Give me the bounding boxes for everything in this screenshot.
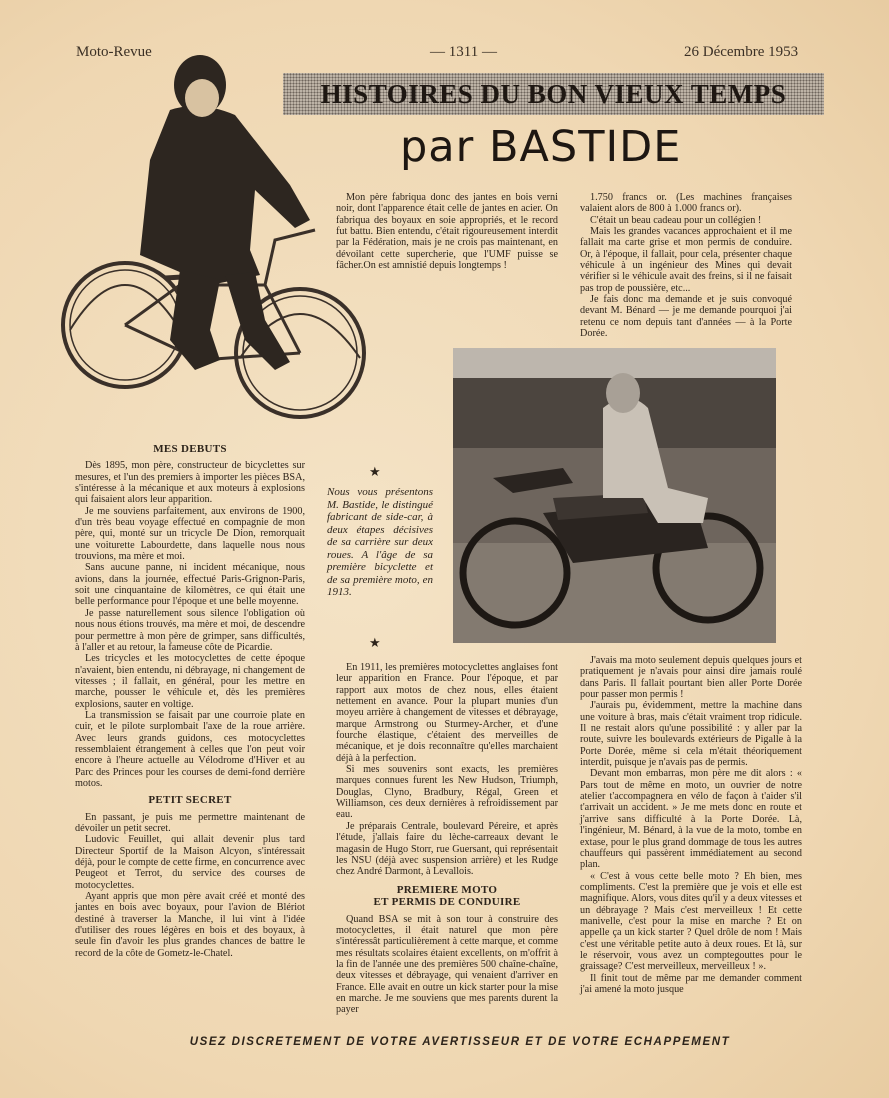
heading-line: PREMIERE MOTO — [396, 883, 498, 896]
paragraph: Quand BSA se mit à son tour à construire des motocyclettes, il était naturel que mon père s'intéressât particulièrement à cette marque, et comme mes résultats scolaires étaient excellents, on m'offrit à la fin de l'année une des premières 500 chaîne-chaîne, deux vitesses et débrayage, qui venaient d'arriver en France. Elle avait en outre un kick starter pour la mise en marche. Je me souviens que mes parents durent la payer — [336, 913, 558, 1016]
paragraph: Sans aucune panne, ni incident mécanique, nous avions, dans la journée, effectué Paris-Grignon-Paris, soit une cinquantaine de kilomètres, ce qui était une belle performance pour l'époque et une belle moyenne. — [75, 562, 305, 608]
paragraph: Je préparais Centrale, boulevard Péreire, et après l'étude, j'allais faire du lèche-carreaux devant le magasin de Hugo Storr, rue Guersant, qui représentait les NSU (déjà avec suspension arrière) et les Rudge chez André Darmont, à Levallois. — [336, 820, 558, 878]
section-heading-petit-secret: PETIT SECRET — [148, 794, 232, 807]
paragraph: Je me souviens parfaitement, aux environs de 1900, d'un très beau voyage effectué en compagnie de mon père, qui, monté sur un tricycle De Dion, remorquait une voiturette Labourdette, dans laquelle nous nous trouvions, ma mère et moi. — [75, 505, 305, 563]
paragraph: Mon père fabriqua donc des jantes en bois verni noir, dont l'apparence était celle de jantes en acier. On fabriqua des boyaux en soie appropriés, et le record fut battu. Bien entendu, c'était rigoureusement interdit par la Fédération, mais je ne crois pas maintenant, en dévoilant cette supercherie, que l'UMF puisse se fâcher.On est amnistié depuis longtemps ! — [336, 192, 558, 272]
paragraph: Si mes souvenirs sont exacts, les premières marques connues furent les New Hudson, Triumph, Douglas, Clyno, Bradbury, Régal, Green et Williamson, ces deux dernières à refroidissement par eau. — [336, 764, 558, 821]
paragraph: Mais les grandes vacances approchaient et il me fallait ma carte grise et mon permis de conduire. Or, à l'époque, il fallait, pour cela, présenter chaque véhicule à un ingénieur des Mines qui devait vérifier si le véhicule avait des freins, si il ne faisait pas trop de poussière, etc... — [580, 226, 792, 294]
paragraph: Je passe naturellement sous silence l'obligation où nous nous étions trouvés, ma mère et moi, de descendre pour permettre à mon père de grimper, sans difficultés, à l'aller et au retour, la fameuse côte de Picardie. — [75, 607, 305, 653]
paragraph: J'avais ma moto seulement depuis quelques jours et pratiquement je n'avais pour ainsi dire jamais roulé dans Paris. Il fallait pourtant bien aller Porte Dorée pour passer mon permis ! — [580, 655, 802, 701]
paragraph: Ayant appris que mon père avait créé et monté des jantes en bois avec boyaux, pour l'avion de Blériot destiné à traverser la Manche, il lui vint à l'idée d'utiliser des roues légères en bois et des boyaux, à seule fin d'avoir les plus grandes chances de battre le record de la côte de Gometz-le-Chatel. — [75, 891, 305, 959]
page-title: HISTOIRES DU BON VIEUX TEMPS — [320, 79, 787, 109]
column-2-top — [336, 192, 558, 271]
section-heading-mes-debuts: MES DEBUTS — [153, 443, 227, 455]
paragraph: Les tricycles et les motocyclettes de cette époque n'avaient, bien entendu, ni débrayage, ni changement de vitesses ; il fallait, en général, pour les mettre en marche, pousser le véhicule et, dès les premières explosions, sauter en voltige. — [75, 653, 305, 710]
column-1 — [75, 438, 305, 959]
paragraph: Dès 1895, mon père, constructeur de bicyclettes sur mesures, et l'un des premiers à importer les pièces BSA, s'intéresse à la mécanique et aux moteurs à explosions qui faisaient alors leur apparition. — [75, 460, 305, 506]
photo-caption: Nous vous présentons M. Bastide, le distingué fabricant de side-car, à deux étapes décisives de sa carrière sur deux roues. A l'âge de sa première bicyclette et de sa première moto, en 1913. — [327, 486, 433, 598]
running-head-page-number: — 1311 — — [430, 44, 497, 60]
paragraph: Il finit tout de même par me demander comment j'ai amené la moto jusque — [580, 972, 802, 995]
bastide-on-motorcycle-photo — [453, 348, 776, 643]
column-3-top — [580, 192, 792, 339]
paragraph: Je fais donc ma demande et je suis convoqué devant M. Bénard — je me demande pourquoi j'ai retenu ce nom depuis tant d'années — à la Porte Dorée. — [580, 294, 792, 340]
running-head-date: 26 Décembre 1953 — [684, 44, 799, 60]
byline: par BASTIDE — [400, 122, 682, 172]
paragraph: En passant, je puis me permettre maintenant de dévoiler un petit secret. — [75, 811, 305, 834]
column-3-bottom — [580, 655, 802, 995]
paragraph: Devant mon embarras, mon père me dit alors : « Pars tout de même en moto, un ouvrier de notre atelier t'accompagnera en vélo de façon à t'aider s'il t'arrivait un accident. » Je me mets donc en route et j'arrive sans difficulté à la Porte Dorée. Là, l'ingénieur, M. Bénard, à la vue de la moto, tombe en extase, pour le plus grand dommage de tous les autres chauffeurs qui passèrent immédiatement au second plan. — [580, 768, 802, 871]
heading-line: ET PERMIS DE CONDUIRE — [373, 896, 521, 909]
star-ornament: ★ — [369, 464, 381, 479]
paragraph: En 1911, les premières motocyclettes anglaises font leur apparition en France. Pour l'époque, et par rapport aux motos de chez nous, elles étaient nettement en avance. Pour la plupart munies d'un moyeu arrière à changement de vitesses et débrayage, marque Armstrong ou Sturmey-Archer, et d'une fourche élastique, c'étaient des merveilles de mécanique, et je dois reconnaître qu'elles marchaient déjà à la perfection. — [336, 662, 558, 764]
paragraph: La transmission se faisait par une courroie plate en cuir, et le pilote surplombait l'axe de la roue arrière. Avec leurs grands guidons, ces motocyclettes ressemblaient étrangement à celles que l'on peut voir encore à l'heure actuelle au Vélodrome d'Hiver et au Parc des Princes pour les courses de demi-fond derrière motos. — [75, 709, 305, 789]
paragraph: J'aurais pu, évidemment, mettre la machine dans une voiture à bras, mais c'était vraiment trop ridicule. Il ne restait alors qu'une possibilité : y aller par la route, suivre les boulevards extérieurs de Pigalle à la Porte Dorée, même si cela m'était théoriquement interdit, puisque je n'avais pas de permis. — [580, 700, 802, 769]
star-ornament: ★ — [369, 635, 381, 650]
paragraph: Ludovic Feuillet, qui allait devenir plus tard Directeur Sportif de la Maison Alcyon, s'intéressait déjà, pour le compte de cette firme, en concurrence avec Peugeot et Terrot, du service des courses de motocyclettes. — [75, 834, 305, 891]
column-2-bottom — [336, 662, 558, 1016]
footer-slogan: USEZ DISCRETEMENT DE VOTRE AVERTISSEUR ET DE VOTRE ECHAPPEMENT — [189, 1036, 731, 1048]
paragraph: « C'est à vous cette belle moto ? Eh bien, mes compliments. C'est la première que je vois et elle est magnifique. Alors, vous dites qu'il y a deux vitesses et un débrayage ? Mais c'est merveilleux ! Et cette manivelle, c'est pour la mise en marche ? Et on appelle ça un kick starter ? Quel drôle de nom ! Mais c'est une véritable petite auto à deux roues. Et là, sur le réservoir, vous avez un comptegouttes pour le graissage? C'est merveilleux, merveilleux ! ». — [580, 870, 802, 973]
running-head-magazine: Moto-Revue — [76, 44, 152, 60]
paragraph: 1.750 francs or. (Les machines françaises valaient alors de 800 à 1.000 francs or). — [580, 192, 792, 215]
section-heading-premiere-moto — [336, 884, 558, 909]
paragraph: C'était un beau cadeau pour un collégien ! — [590, 214, 762, 226]
title-banner — [283, 73, 824, 115]
